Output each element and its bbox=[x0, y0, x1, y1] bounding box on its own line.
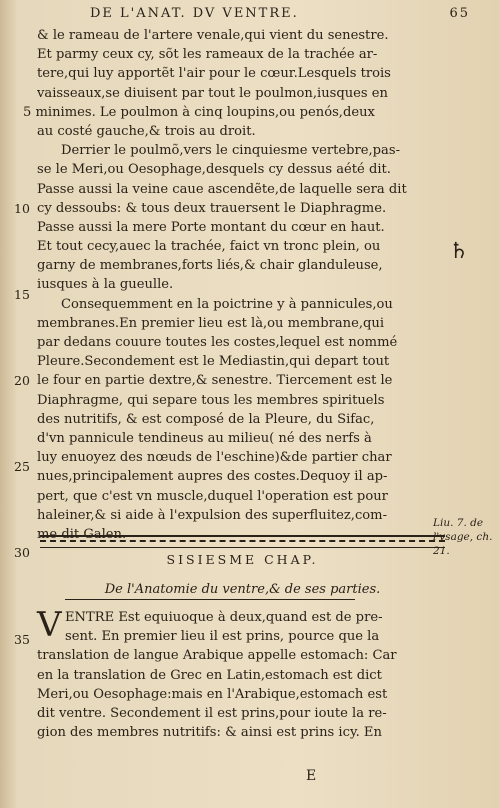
text-line: par dedans couure toutes les costes,lequel est nommé bbox=[37, 335, 398, 350]
text-line: & le rameau de l'artere venale,qui vient du senestre. bbox=[37, 28, 389, 43]
chapter-subtitle: De l'Anatomie du ventre,& de ses parties. bbox=[104, 582, 381, 597]
text-line: des nutritifs, & est composé de la Pleure, du Sifac, bbox=[37, 411, 375, 427]
text-line: pert, que c'est vn muscle,duquel l'operation est pour bbox=[37, 488, 388, 504]
text-line: 5 minimes. Le poulmon à cinq loupins,ou penós,deux bbox=[23, 104, 375, 120]
text-line: Derrier le poulmõ,vers le cinquiesme vertebre,pas- bbox=[61, 143, 401, 159]
chapter-text bbox=[37, 605, 437, 742]
text-line: iusques à la gueulle. bbox=[37, 277, 174, 293]
text-line: nues,principalement aupres des costes.Dequoy il ap- bbox=[37, 469, 388, 485]
chapter-heading: SISIESME CHAP. bbox=[166, 552, 319, 567]
line-number: 10 bbox=[14, 201, 30, 216]
text-line: tere,qui luy apportẽt l'air pour le cœur.Lesquels trois bbox=[37, 66, 391, 82]
text-line: Pleure.Secondement est le Mediastin,qui depart tout bbox=[37, 354, 390, 370]
signature-mark: E bbox=[306, 768, 317, 784]
text-line: haleiner,& si aide à l'expulsion des superfluitez,com- bbox=[37, 507, 388, 523]
text-line: gion des membres nutritifs: & ainsi est prins icy. En bbox=[37, 725, 382, 741]
text-line: Diaphragme, qui separe tous les membres spirituels bbox=[37, 392, 385, 408]
text-line: au costé gauche,& trois au droit. bbox=[37, 123, 256, 139]
text-line: le four en partie dextre,& senestre. Tiercement est le bbox=[37, 373, 393, 389]
text-line: vaisseaux,se diuisent par tout le poulmon,iusques en bbox=[37, 85, 388, 101]
margin-symbol: ♄ bbox=[449, 239, 469, 264]
line-number: 35 bbox=[14, 632, 30, 647]
text-line: Consequemment en la poictrine y à pannicules,ou bbox=[61, 296, 393, 312]
margin-note-line: l'vsage, ch. bbox=[433, 531, 493, 543]
text-line: sent. En premier lieu il est prins, pource que la bbox=[65, 629, 380, 645]
text-line: Meri,ou Oesophage:mais en l'Arabique,estomach est bbox=[37, 686, 388, 702]
text-line: Passe aussi la mere Porte montant du cœur en haut. bbox=[37, 219, 385, 235]
page-number: 65 bbox=[449, 6, 470, 21]
text-line: garny de membranes,forts liés,& chair glanduleuse, bbox=[37, 258, 383, 274]
line-number: 15 bbox=[14, 287, 30, 302]
text-line: Passe aussi la veine caue ascendẽte,de laquelle sera dit bbox=[37, 181, 407, 197]
main-text bbox=[23, 26, 437, 544]
text-line: me dit Galen. bbox=[37, 526, 127, 542]
drop-capital: V bbox=[37, 605, 62, 645]
text-line: Et tout cecy,auec la trachée, faict vn tronc plein, ou bbox=[37, 239, 381, 255]
text-line: d'vn pannicule tendineus au milieu( né des nerfs à bbox=[37, 430, 372, 446]
text-line: cy dessoubs: & tous deux trauersent le Diaphragme. bbox=[37, 200, 387, 216]
text-line: dit ventre. Secondement il est prins,pour ioute la re- bbox=[37, 705, 387, 721]
page-header bbox=[80, 6, 470, 26]
running-head: DE L'ANAT. DV VENTRE. bbox=[90, 6, 299, 21]
text-line: se le Meri,ou Oesophage,desquels cy dessus aété dit. bbox=[37, 162, 391, 178]
text-line: translation de langue Arabique appelle estomach: Car bbox=[37, 648, 397, 664]
line-number: 20 bbox=[14, 373, 30, 388]
subtitle-rule bbox=[65, 599, 355, 600]
margin-note-line: 21. bbox=[433, 545, 450, 557]
line-number: 25 bbox=[14, 459, 30, 474]
ornamental-rule bbox=[40, 535, 445, 548]
margin-note-line: Liu. 7. de bbox=[433, 517, 484, 529]
text-line: luy enuoyez des nœuds de l'eschine)&de partier char bbox=[37, 450, 392, 466]
text-line: ENTRE Est equiuoque à deux,quand est de pre- bbox=[65, 610, 383, 625]
text-line: en la translation de Grec en Latin,estomach est dict bbox=[37, 667, 382, 683]
text-line: Et parmy ceux cy, sõt les rameaux de la trachée ar- bbox=[37, 47, 378, 63]
text-line: membranes.En premier lieu est là,ou membrane,qui bbox=[37, 315, 385, 331]
line-number: 30 bbox=[14, 545, 30, 560]
